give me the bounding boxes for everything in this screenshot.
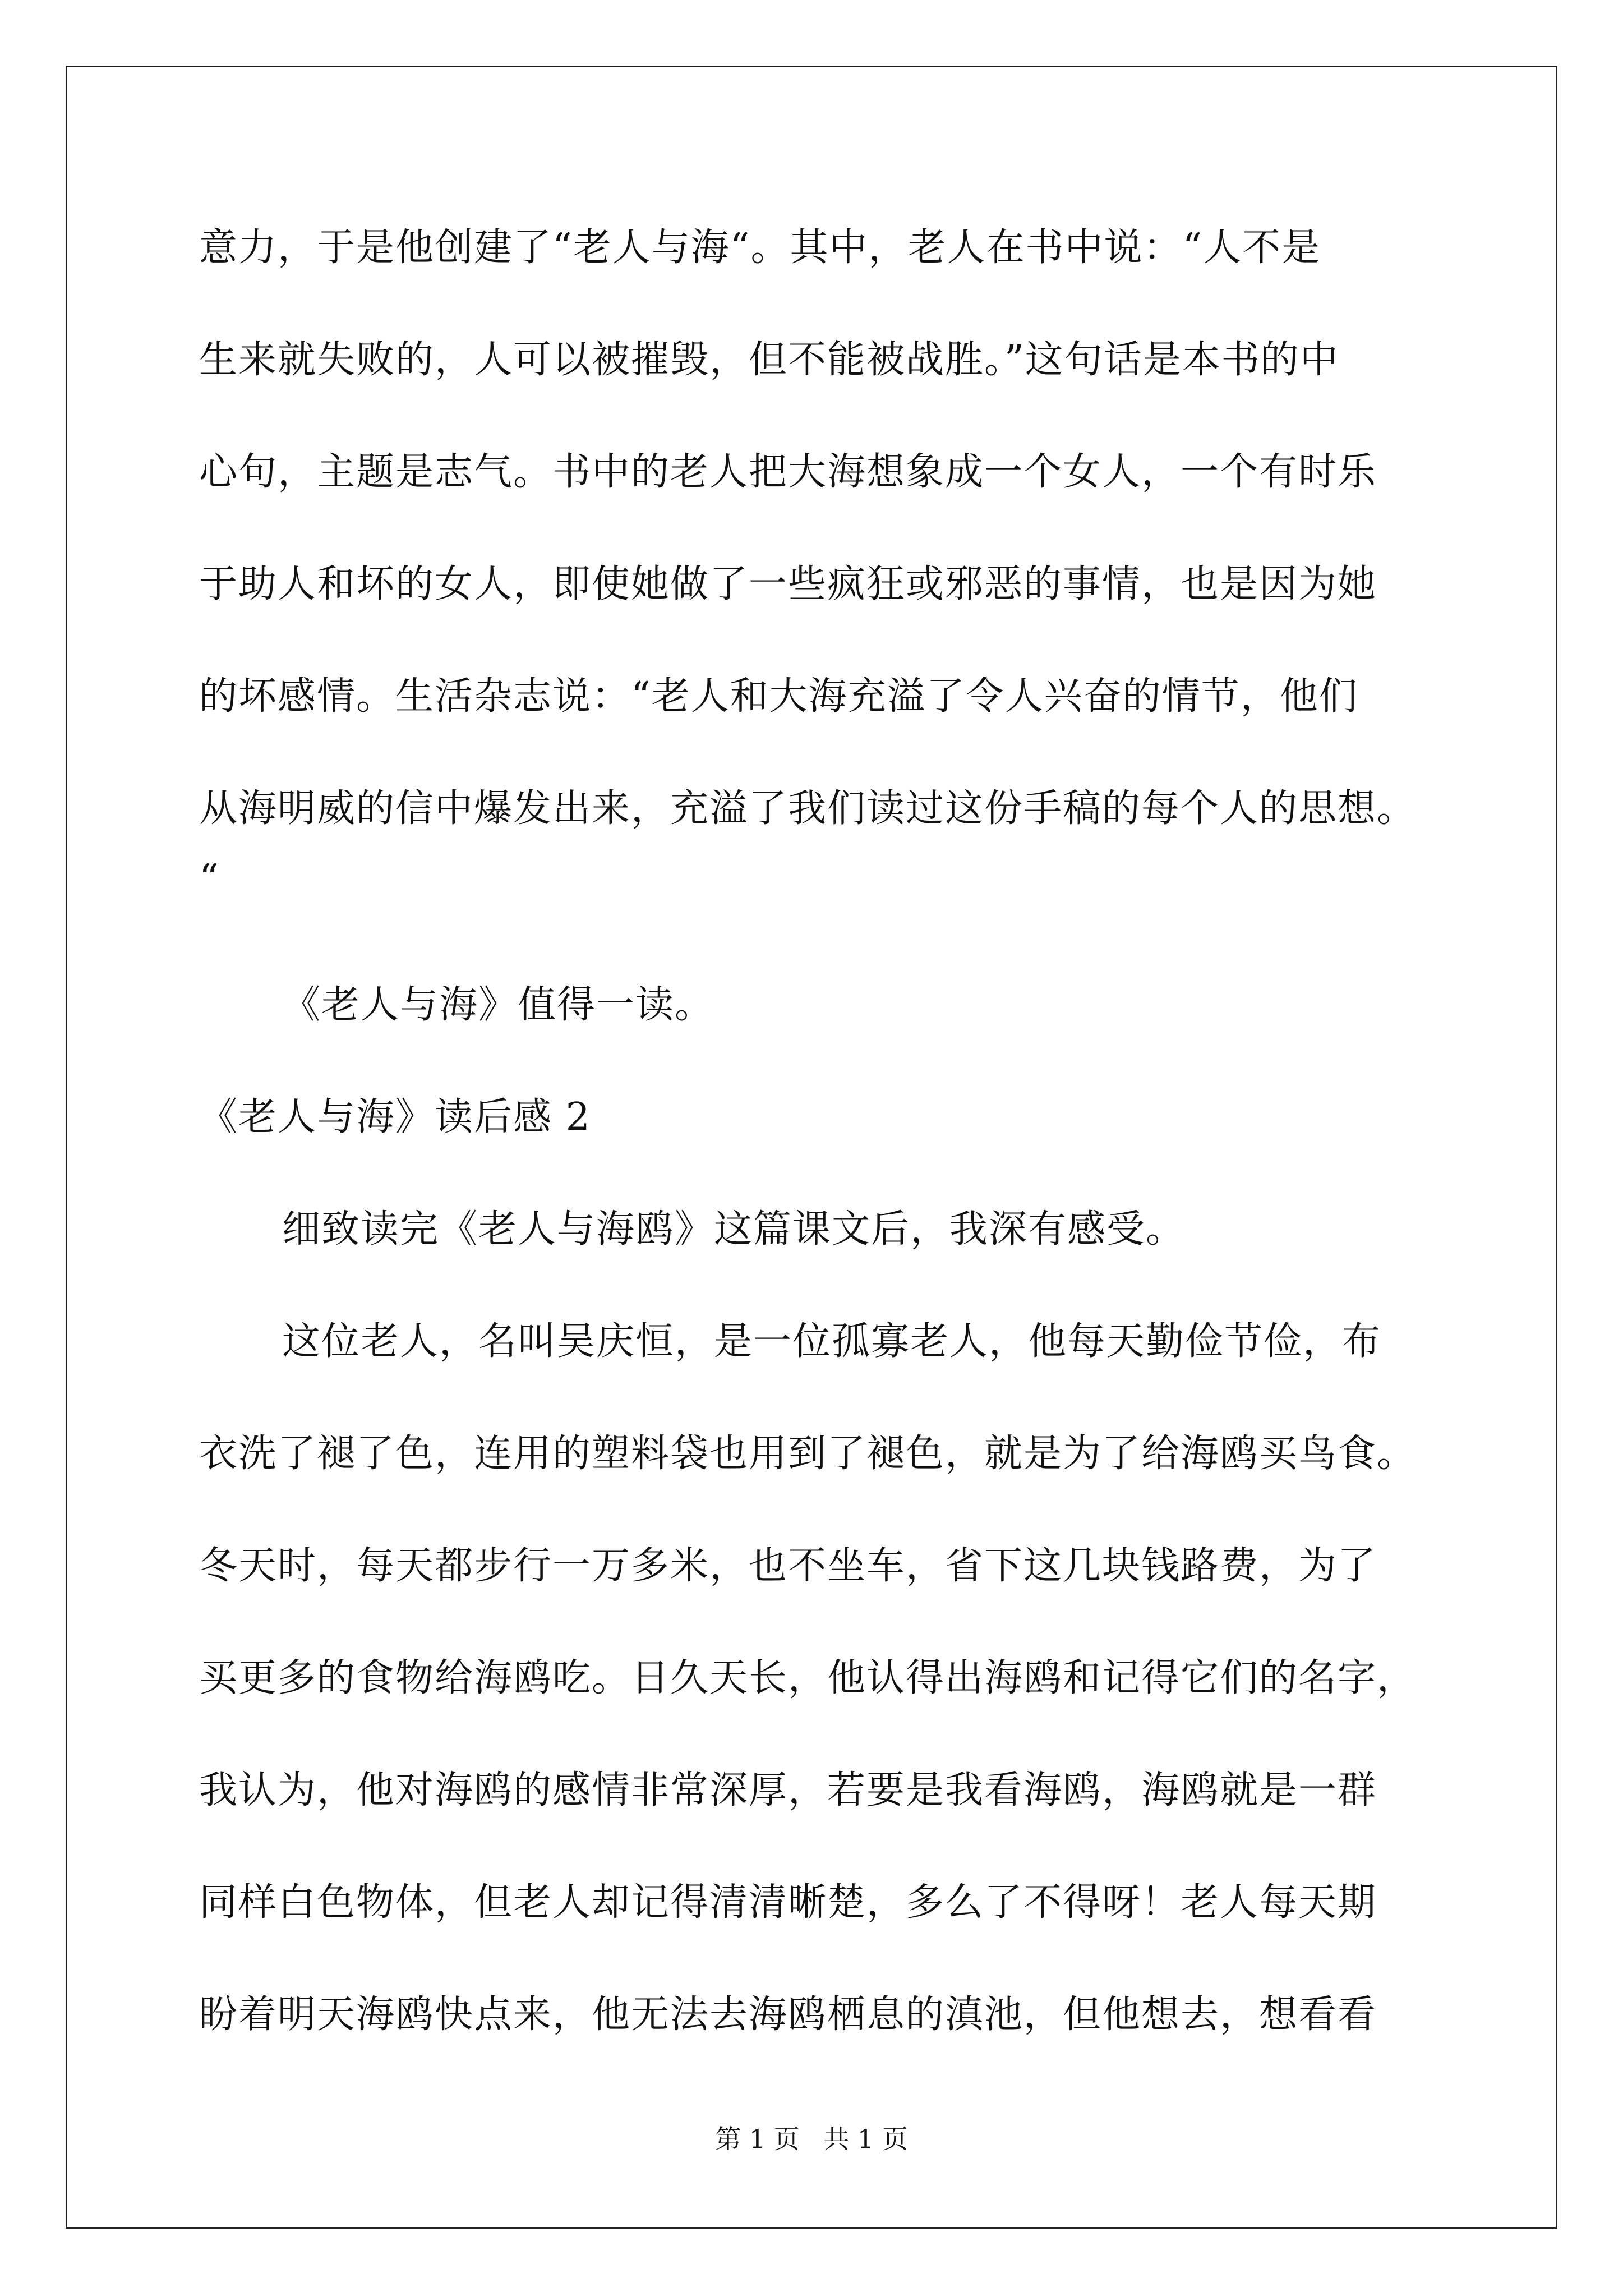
page-total: 共 1 页 <box>823 2124 908 2154</box>
section-heading: 《老人与海》读后感 2 <box>199 1095 591 1139</box>
page-footer <box>0 2122 1623 2156</box>
paragraph-line: 于助人和坏的女人，即使她做了一些疯狂或邪恶的事情，也是因为她 <box>199 562 1377 606</box>
paragraph-line: 细致读完《老人与海鸥》这篇课文后，我深有感受。 <box>282 1207 1186 1251</box>
paragraph-line: 意力，于是他创建了“老人与海“。其中，老人在书中说：“人不是 <box>199 226 1321 270</box>
paragraph-line: 的坏感情。生活杂志说：“老人和大海充溢了令人兴奋的情节，他们 <box>199 674 1358 719</box>
paragraph-line: 同样白色物体，但老人却记得清清晰楚，多么了不得呀！老人每天期 <box>199 1880 1377 1925</box>
paragraph-line: 生来就失败的，人可以被摧毁，但不能被战胜。”这句话是本书的中 <box>199 338 1339 382</box>
paragraph-line: 从海明威的信中爆发出来，充溢了我们读过这份手稿的每个人的思想。 <box>199 786 1417 831</box>
paragraph-line: 《老人与海》值得一读。 <box>282 983 714 1027</box>
paragraph-line: 我认为，他对海鸥的感情非常深厚，若要是我看海鸥，海鸥就是一群 <box>199 1768 1377 1812</box>
paragraph-line: 心句，主题是志气。书中的老人把大海想象成一个女人，一个有时乐 <box>199 450 1377 494</box>
paragraph-line: 这位老人，名叫吴庆恒，是一位孤寡老人，他每天勤俭节俭，布 <box>282 1319 1382 1364</box>
paragraph-line: “ <box>199 857 220 901</box>
paragraph-line: 衣洗了褪了色，连用的塑料袋也用到了褪色，就是为了给海鸥买鸟食。 <box>199 1432 1417 1476</box>
page-number: 第 1 页 <box>715 2124 800 2154</box>
paragraph-line: 买更多的食物给海鸥吃。日久天长，他认得出海鸥和记得它们的名字， <box>199 1656 1417 1700</box>
paragraph-line: 冬天时，每天都步行一万多米，也不坐车，省下这几块钱路费，为了 <box>199 1544 1377 1588</box>
paragraph-line: 盼着明天海鸥快点来，他无法去海鸥栖息的滇池，但他想去，想看看 <box>199 1993 1377 2037</box>
